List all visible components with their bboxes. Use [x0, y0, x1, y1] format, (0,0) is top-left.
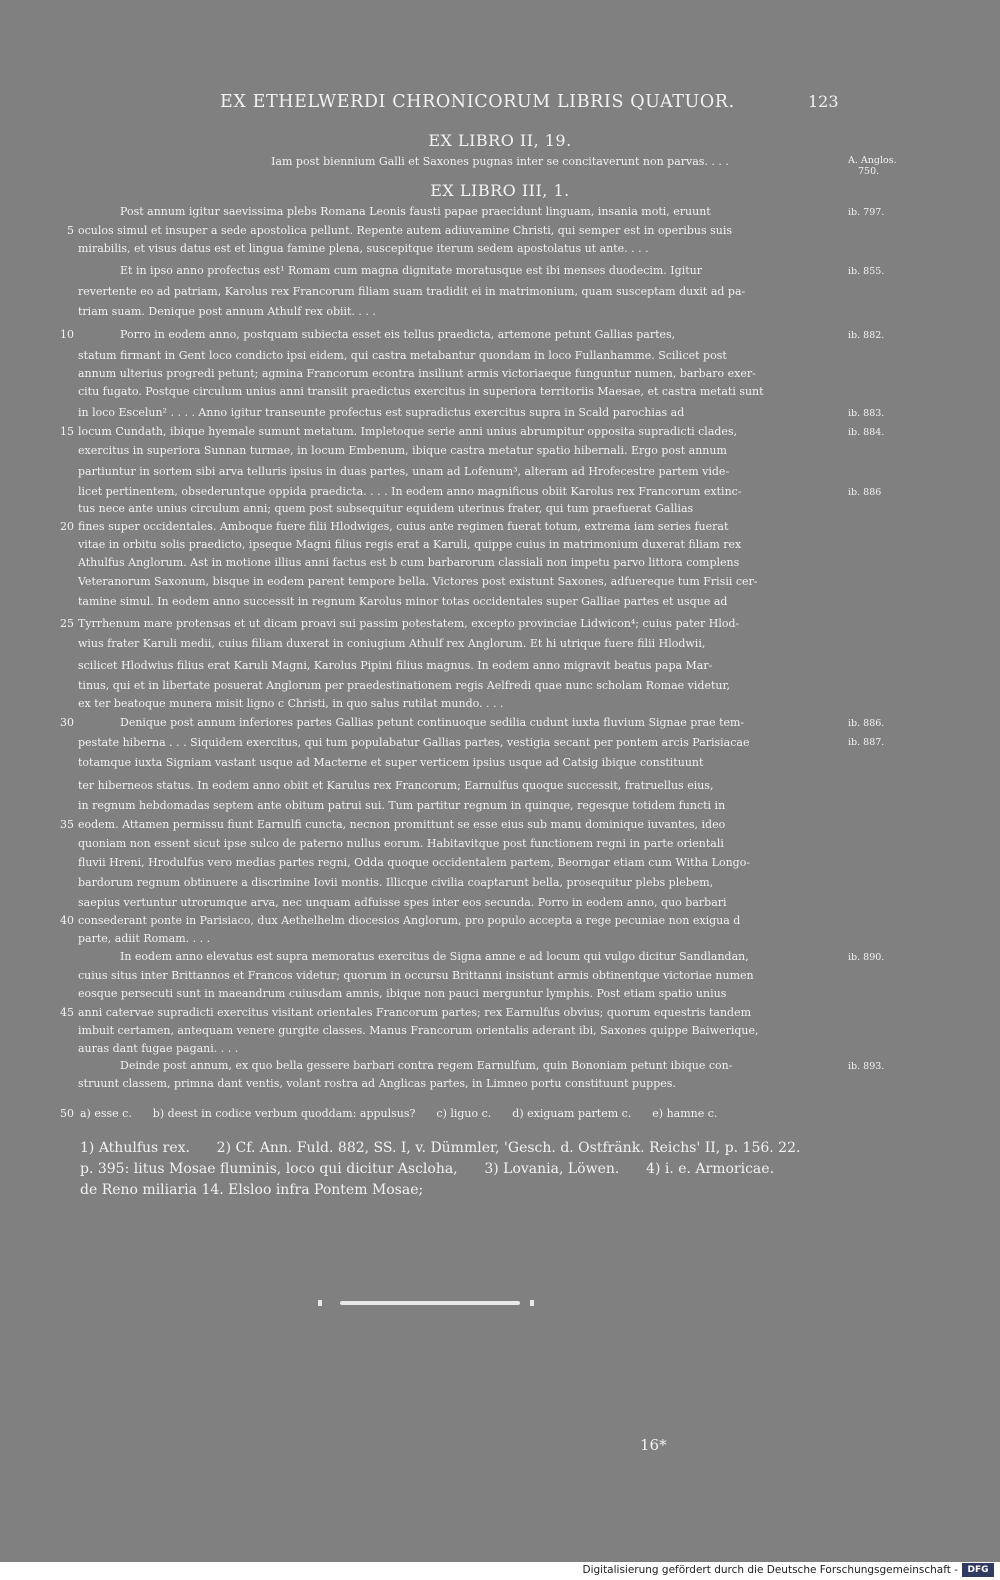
margin-note: ib. 886. [848, 718, 885, 729]
text-line: in regnum hebdomadas septem ante obitum patrui sui. Tum partitur regnum in quinque, regesque totidem functi in [78, 799, 726, 812]
text-line: tamine simul. In eodem anno successit in regnum Karolus minor totas occidentales super Galliae partes et usque ad [78, 595, 728, 608]
text-line: oculos simul et insuper a sede apostolica pellunt. Repente autem adiuvamine Christi, qui semper est in operibus suis [78, 224, 733, 237]
page-header-title: EX ETHELWERDI CHRONICORUM LIBRIS QUATUOR. [220, 92, 735, 112]
text-line: auras dant fugae pagani. . . . [78, 1042, 239, 1055]
text-line: ter hiberneos status. In eodem anno obiit et Karulus rex Francorum; Earnulfus quoque successit, fratruellus eius, [78, 779, 714, 792]
margin-note-anglos: A. Anglos. [848, 155, 897, 166]
text-line: Post annum igitur saevissima plebs Romana Leonis fausti papae praecidunt linguam, insania moti, eruunt [120, 205, 711, 218]
text-line: exercitus in superiora Sunnan turmae, in locum Embenum, ibique castra metatur spatio hibernali. Ergo post annum [78, 444, 727, 457]
text-line: partiuntur in sortem sibi arva telluris ipsius in duas partes, unam ad Lofenum³, alteram ad Hrofecestre partem vide- [78, 465, 730, 478]
text-line: eodem. Attamen permissu fiunt Earnulfi cuncta, necnon promittunt se esse eius sub manu dominique iuvantes, ideo [78, 818, 726, 831]
text-line: Deinde post annum, ex quo bella gessere barbari contra regem Earnulfum, quin Bononiam petunt ibique con- [120, 1059, 733, 1072]
section-title-book-3: EX LIBRO III, 1. [430, 181, 570, 200]
line-number: 20 [60, 520, 74, 533]
text-line: fluvii Hreni, Hrodulfus vero medias partes regni, Odda quoque occidentalem partem, Beorngar etiam cum Witha Longo- [78, 856, 751, 869]
footnote-line: de Reno miliaria 14. Elsloo infra Pontem Mosae; [80, 1182, 424, 1198]
divider-dot [318, 1300, 322, 1306]
margin-note: ib. 893. [848, 1061, 885, 1072]
divider-rule [340, 1301, 520, 1305]
text-line: licet pertinentem, obsederuntque oppida praedicta. . . . In eodem anno magnificus obiit Karolus rex Francorum extinc- [78, 485, 742, 498]
text-line: Veteranorum Saxonum, bisque in eodem parent tempore bella. Victores post existunt Saxones, adfuereque tum Frisii cer- [78, 575, 758, 588]
text-line: wius frater Karuli medii, cuius filiam duxerat in coniugium Athulf rex Anglorum. Et hi utrique fuere filii Hlodwii, [78, 637, 706, 650]
signature-mark: 16* [640, 1436, 667, 1454]
text-line: citu fugato. Postque circulum unius anni transiit praedictus exercitus in superiora territoriis Maesae, et castra metati sunt [78, 385, 764, 398]
margin-note: ib. 797. [848, 207, 885, 218]
page-number: 123 [808, 92, 839, 111]
text-line: locum Cundath, ibique hyemale sumunt metatum. Impletoque serie anni unius abrumpitur opposita supradicti clades, [78, 425, 738, 438]
margin-note: ib. 890. [848, 952, 885, 963]
text-line: Athulfus Anglorum. Ast in motione illius anni factus est b cum barbarorum classiali non impetu parvo littora complens [78, 556, 740, 569]
text-line: mirabilis, et visus datus est et lingua famine plena, suscepitque iterum sedem apostolatus ut ante. . . . [78, 242, 649, 255]
text-line: imbuit certamen, antequam venere gurgite classes. Manus Francorum orientalis aderant ibi, Saxones quippe Baiwerique, [78, 1024, 759, 1037]
text-line: Porro in eodem anno, postquam subiecta esset eis tellus praedicta, artemone petunt Gallias partes, [120, 328, 676, 341]
text-line: in loco Escelun² . . . . Anno igitur transeunte profectus est supradictus exercitus supra in Scald parochias ad [78, 406, 685, 419]
text-line: triam suam. Denique post annum Athulf rex obiit. . . . [78, 305, 376, 318]
margin-note-750: 750. [858, 166, 880, 177]
text-line: scilicet Hlodwius filius erat Karuli Magni, Karolus Pipini filius magnus. In eodem anno migravit beatus papa Mar- [78, 659, 713, 672]
text-line: revertente eo ad patriam, Karolus rex Francorum filiam suam tradidit ei in matrimonium, quam susceptam duxit ad pa- [78, 285, 746, 298]
text-line: Tyrrhenum mare protensas et ut dicam proavi sui passim potestatem, excepto provinciae Lidwicon⁴; cuius pater Hlod- [78, 617, 740, 630]
line-number: 50 [60, 1107, 74, 1120]
dfg-logo[interactable]: DFG [962, 1563, 994, 1577]
section-title-book-2: EX LIBRO II, 19. [428, 131, 572, 150]
text-line: consederant ponte in Parisiaco, dux Aethelhelm diocesios Anglorum, pro populo accepta a rege pecuniae non exigua d [78, 914, 741, 927]
line-number: 30 [60, 716, 74, 729]
margin-note: ib. 884. [848, 427, 885, 438]
text-line: tus nece ante unius circulum anni; quem post subsequitur equidem uterinus frater, qui tum praefuerat Gallias [78, 502, 694, 515]
divider-dot [530, 1300, 534, 1306]
text-line: pestate hiberna . . . Siquidem exercitus, qui tum populabatur Gallias partes, vestigia secant per pontem arcis Parisiacae [78, 736, 750, 749]
text-line: totamque iuxta Signiam vastant usque ad Macterne et super verticem ipsius usque ad Catsig ibique constituunt [78, 756, 704, 769]
text-line: In eodem anno elevatus est supra memoratus exercitus de Signa amne e ad locum qui vulgo dicitur Sandlandan, [120, 950, 749, 963]
margin-note: ib. 886 [848, 487, 882, 498]
text-line: cuius situs inter Brittannos et Francos videtur; quorum in occursu Brittanni insistunt armis obtinentque victoriae numen [78, 969, 754, 982]
text-line: eosque persecuti sunt in maeandrum cuiusdam amnis, ibique non pauci merguntur lymphis. Post etiam spatio unius [78, 987, 727, 1000]
line-number: 5 [67, 224, 74, 237]
margin-note: ib. 882. [848, 330, 885, 341]
text-line: vitae in orbitu solis praedicto, ipseque Magni filius regis erat a Karuli, quippe cuius in matrimonium duxerat filiam rex [78, 538, 742, 551]
text-line: tinus, qui et in libertate posuerat Anglorum per praedestinationem regis Aelfredi quae nunc scholam Romae videtur, [78, 679, 731, 692]
text-line: ex ter beatoque munera misit ligno c Christi, in quo salus rutilat mundo. . . . [78, 697, 504, 710]
line-number: 10 [60, 328, 74, 341]
line-number: 45 [60, 1006, 74, 1019]
line-number: 40 [60, 914, 74, 927]
line-number: 15 [60, 425, 74, 438]
text-line: bardorum regnum obtinuere a discrimine Iovii montis. Illicque civilia coaptarunt bella, prosequitur plebs plebem, [78, 876, 714, 889]
text-line: annum ulterius progredi petunt; agmina Francorum econtra insiliunt armis victoriaeque funguntur numen, barbaro exer- [78, 367, 756, 380]
margin-note: ib. 887. [848, 737, 885, 748]
footer-text: Digitalisierung gefördert durch die Deutsche Forschungsgemeinschaft - [582, 1564, 958, 1576]
text-line: anni catervae supradicti exercitus visitant orientales Francorum partes; rex Earnulfus obvius; quorum equestris tandem [78, 1006, 752, 1019]
margin-note: ib. 855. [848, 266, 885, 277]
text-line: quoniam non essent sicut ipse sulco de paterno nullus eorum. Habitavitque post functionem regni in parte orientali [78, 837, 724, 850]
text-line: parte, adiit Romam. . . . [78, 932, 211, 945]
text-line: struunt classem, primna dant ventis, volant rostra ad Anglicas partes, in Limneo portu constituunt puppes. [78, 1077, 676, 1090]
apparatus-notes: a) esse c. b) deest in codice verbum quoddam: appulsus? c) liguo c. d) exiguam partem c. e) hamne c. [80, 1107, 718, 1120]
line-number: 25 [60, 617, 74, 630]
line-number: 35 [60, 818, 74, 831]
text-line: saepius vertuntur utrorumque arva, nec unquam adfuisse spes inter eos secunda. Porro in eodem anno, quo barbari [78, 896, 727, 909]
footnote-line: 1) Athulfus rex. 2) Cf. Ann. Fuld. 882, SS. I, v. Dümmler, 'Gesch. d. Ostfränk. Reichs' II, p. 156. 22. [80, 1140, 801, 1156]
text-line: fines super occidentales. Amboque fuere filii Hlodwiges, cuius ante regimen fuerat totum, extrema iam series fuerat [78, 520, 729, 533]
margin-note: ib. 883. [848, 408, 885, 419]
section-intro-text: Iam post biennium Galli et Saxones pugnas inter se concitaverunt non parvas. . . . [271, 155, 729, 168]
text-line: Et in ipso anno profectus est¹ Romam cum magna dignitate moratusque est ibi menses duodecim. Igitur [120, 264, 702, 277]
text-line: statum firmant in Gent loco condicto ipsi eidem, qui castra metabantur quondam in loco Fullanhamme. Scilicet post [78, 349, 727, 362]
footnote-line: p. 395: litus Mosae fluminis, loco qui dicitur Ascloha, 3) Lovania, Löwen. 4) i. e. Armoricae. [80, 1161, 775, 1177]
text-line: Denique post annum inferiores partes Gallias petunt continuoque sedilia cudunt iuxta fluvium Signae prae tem- [120, 716, 745, 729]
